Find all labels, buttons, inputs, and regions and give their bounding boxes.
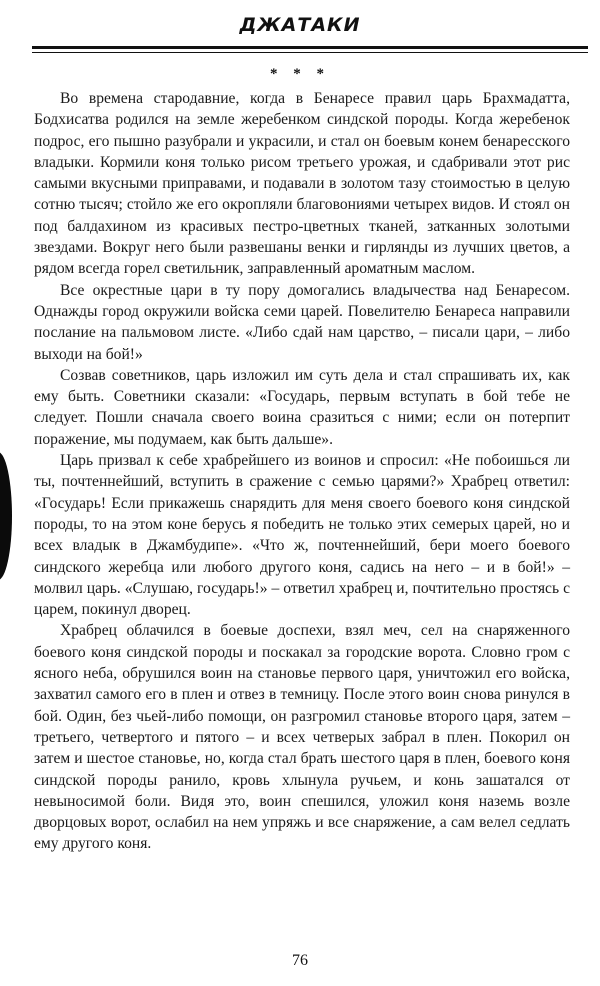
section-separator: * * * bbox=[270, 66, 330, 82]
paragraph: Храбрец облачился в боевые доспехи, взял меч, сел на снаряженного боевого коня синдской породы и поскакал за городские ворота. Словно гром с ясного неба, обрушился воин на становье первого царя, уничтожил его войска, захватил самого его в плен и отвез в темницу. После этого воин снова ринулся в бой. Один, без чьей-либо помощи, он разгромил становье второго царя, затем – третьего, четвертого и пятого – и всех четверых забрал в плен. Покорил он затем и шестое становье, но, когда стал брать шестого царя в плен, боевого коня синдской породы ранило, кровь хлынула ручьем, и конь зашатался от невыносимой боли. Видя это, воин спешился, уложил коня наземь возле дворцовых ворот, ослабил на нем упряжь и все снаряжение, а сам велел седлать ему другого коня. bbox=[34, 622, 570, 853]
paragraph: Во времена стародавние, когда в Бенаресе правил царь Брахмадатта, Бодхисатва родился на земле жеребенком синдской породы. Когда жеребенок подрос, его пышно разубрали и украсили, и стал он боевым конем бенаресского владыки. Кормили коня только рисом третьего урожая, и сдабривали этот рис самыми вкусными приправами, и подавали в золотом тазу стоимостью в целую сотню тысяч; стойло же его окропляли благовониями четырех видов. И стоял он под балдахином из красивых пестро-цветных тканей, затканных золотыми звездами. Вокруг него были развешаны венки и гирлянды из лучших цветов, а рядом всегда горел светильник, заправленный ароматным маслом. bbox=[34, 90, 570, 278]
paragraph: Созвав советников, царь изложил им суть дела и стал спрашивать их, как ему быть. Советники сказали: «Государь, первым вступать в бой тебе не следует. Пошли сначала своего воина сразиться с ними; если он потерпит поражение, мы подумаем, как быть дальше». bbox=[34, 366, 570, 448]
header-rule-thin bbox=[32, 52, 588, 53]
paragraph: Царь призвал к себе храбрейшего из воинов и спросил: «Не побоишься ли ты, почтеннейший, вступить в сражение с семью царями?» Храбрец ответил: «Государь! Если прикажешь снарядить для меня своего боевого коня синдской породы, то на этом коне берусь я победить не только этих семерых царей, но и всех владык в Джамбудипе». «Что ж, почтеннейший, бери моего боевого синдского жеребца или любого другого коня, садись на него – и в бой!» – молвил царь. «Слушаю, государь!» – ответил храбрец и, почтительно простясь с царем, покинул дворец. bbox=[34, 452, 570, 619]
header-rule-thick bbox=[32, 46, 588, 49]
binding-shadow bbox=[0, 452, 12, 580]
main-text bbox=[34, 88, 570, 855]
header-rule bbox=[32, 46, 588, 53]
paragraph: Все окрестные цари в ту пору домогались владычества над Бенаресом. Однажды город окружили войска семи царей. Повелителю Бенареса направили послание на пальмовом листе. «Либо сдай нам царство, – писали цари, – либо выходи на бой!» bbox=[34, 281, 570, 363]
running-title: ДЖАТАКИ bbox=[239, 14, 361, 36]
page-number: 76 bbox=[292, 952, 308, 969]
